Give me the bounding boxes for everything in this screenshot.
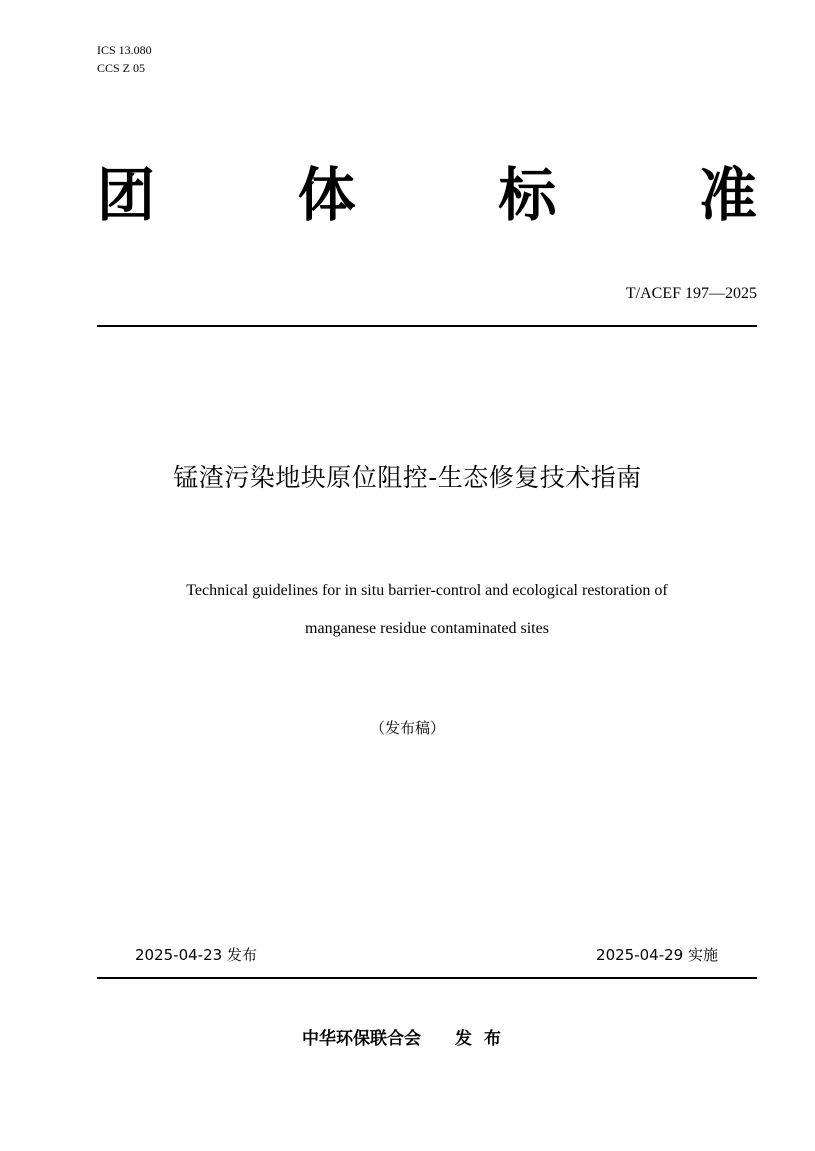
- top-divider: [97, 325, 757, 327]
- chinese-title: 锰渣污染地块原位阻控-生态修复技术指南: [173, 463, 642, 492]
- issuing-organization: [0, 1024, 815, 1049]
- ccs-code: CCS Z 05: [97, 61, 146, 75]
- draft-status: （发布稿）: [369, 719, 445, 737]
- english-title-line: manganese residue contaminated sites: [305, 620, 549, 637]
- standard-code: T/ACEF 197—2025: [625, 285, 757, 302]
- ics-code: ICS 13.080: [97, 43, 152, 57]
- issuer-action: 发布: [455, 1029, 513, 1049]
- standard-type-char: 体: [297, 161, 356, 229]
- issuer-name: 中华环保联合会: [302, 1029, 421, 1049]
- standard-type-char: 准: [698, 161, 757, 229]
- standard-type-char: 团: [97, 161, 156, 229]
- english-title-line: Technical guidelines for in situ barrier-control and ecological restoration of: [186, 582, 668, 599]
- classification-codes: [97, 41, 152, 77]
- bottom-divider: [97, 977, 757, 979]
- publish-date: 2025-04-23 发布: [135, 946, 257, 964]
- english-title: [97, 572, 757, 648]
- implement-date: 2025-04-29 实施: [596, 946, 718, 964]
- standard-type-heading: [97, 155, 757, 235]
- standard-type-char: 标: [498, 161, 557, 229]
